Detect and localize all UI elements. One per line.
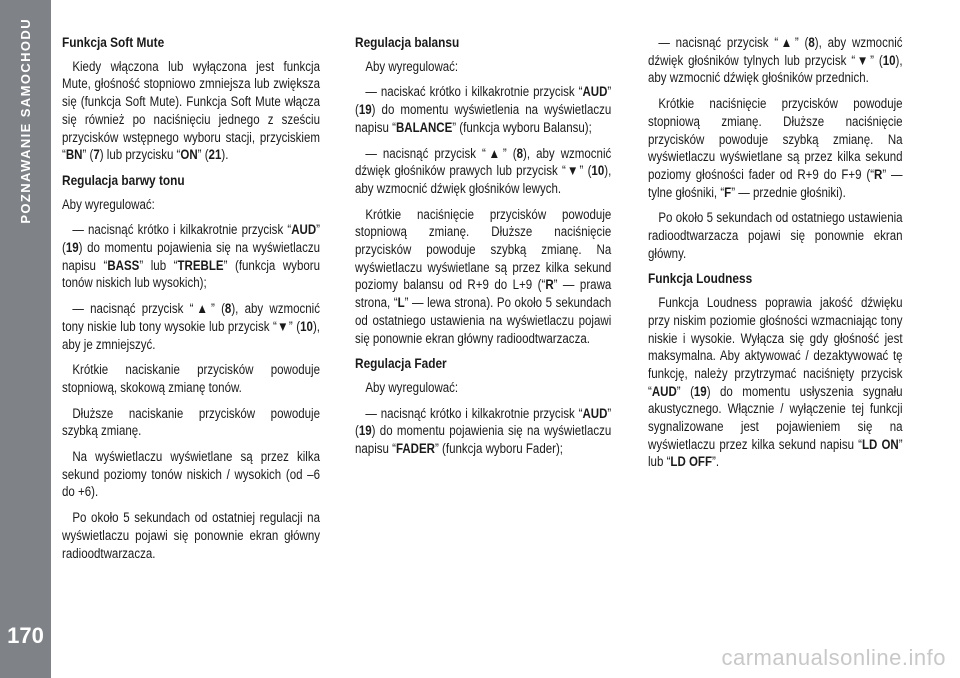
paragraph-loudness: Funkcja Loudness poprawia jakość dźwięku przy niskim poziomie głośności wzmacniając tony niskie i wysokie. Wyłącza się gdy głośność jest maksymalna. Aby aktywować / dezaktywować tę funkcję, należy przytrzymać naciśnięty przycisk “AUD” (19) do momentu usłyszenia sygnału akustycznego. Włącznie / wyłączenie tej funkcji sygnalizowane jest pojawieniem się na wyświetlaczu przez kilka sekund napisu “LD ON” lub “LD OFF”. [648, 295, 903, 470]
column-2 [355, 34, 611, 466]
paragraph-fader-step2: — nacisnąć przycisk “▲” (8), aby wzmocnić dźwięk głośników tylnych lub przycisk “▼” (10), aby wzmocnić dźwięk głośników przednich. [648, 35, 903, 86]
paragraph-balance-step1: — naciskać krótko i kilkakrotnie przycisk “AUD” (19) do momentu wyświetlenia na wyświetlaczu napisu “BALANCE” (funkcja wyboru Balansu); [355, 84, 612, 135]
paragraph-tone-step2: — nacisnąć przycisk “▲” (8), aby wzmocnić tony niskie lub tony wysokie lub przycisk “▼” (10), aby je zmniejszyć. [62, 301, 320, 352]
section-title: POZNAWANIE SAMOCHODU [18, 18, 33, 224]
column-1 [62, 34, 320, 570]
paragraph-tone-display: Na wyświetlaczu wyświetlane są przez kilka sekund poziomy tonów niskich / wysokich (od –6 do +6). [62, 449, 320, 500]
paragraph-tone-intro: Aby wyregulować: [62, 196, 155, 212]
paragraph-tone-step1: — nacisnąć krótko i kilkakrotnie przycisk “AUD” (19) do momentu pojawienia się na wyświetlaczu napisu “BASS” lub “TREBLE” (funkcja wyboru tonów niskich lub wysokich); [62, 222, 320, 291]
heading-soft-mute: Funkcja Soft Mute [62, 35, 165, 50]
paragraph-fader-intro: Aby wyregulować: [365, 379, 459, 395]
heading-balance: Regulacja balansu [355, 35, 460, 50]
paragraph-fader-step1: — nacisnąć krótko i kilkakrotnie przycisk “AUD” (19) do momentu pojawienia się na wyświetlaczu napisu “FADER” (funkcja wyboru Fader); [355, 405, 612, 457]
column-3 [648, 34, 903, 479]
page-number: 170 [7, 623, 44, 648]
paragraph-soft-mute: Kiedy włączona lub wyłączona jest funkcja Mute, głośność stopniowo zmniejsza lub zwiększa się (funkcja Soft Mute). Funkcja Soft Mute włącza się również po naciśnięciu jednego z sześciu przycisków wstępnego wyboru stacji, przyciskiem “BN” (7) lub przycisku “ON” (21). [62, 58, 320, 163]
paragraph-balance-display: Krótkie naciśnięcie przycisków powoduje stopniową zmianę. Dłuższe naciśnięcie przycisków powoduje szybką zmianę. Na wyświetlaczu wyświetlane są przez kilka sekund poziomy balansu od R+9 do L+9 (“R” — prawa strona, “L” — lewa strona). Po około 5 sekundach od ostatniego ustawienia na wyświetlaczu pojawi się ponownie ekran główny radioodtwarzacza. [355, 206, 612, 346]
paragraph-tone-short-press: Krótkie naciskanie przycisków powoduje stopniową, skokową zmianę tonów. [62, 362, 320, 395]
paragraph-fader-display: Krótkie naciśnięcie przycisków powoduje stopniową zmianę. Dłuższe naciśnięcie przycisków powoduje szybką zmianę. Na wyświetlaczu wyświetlane są przez kilka sekund poziomy głośności fader od R+9 do F+9 (“R” — tylne głośniki, “F” — przednie głośniki). [648, 96, 903, 200]
heading-fader: Regulacja Fader [355, 356, 447, 372]
paragraph-tone-timeout: Po około 5 sekundach od ostatniej regulacji na wyświetlaczu pojawi się ponownie ekran główny radioodtwarzacza. [62, 510, 320, 561]
paragraph-balance-step2: — nacisnąć przycisk “▲” (8), aby wzmocnić dźwięk głośników prawych lub przycisk “▼” (10), aby wzmocnić dźwięk głośników lewych. [355, 145, 612, 196]
paragraph-balance-intro: Aby wyregulować: [365, 58, 459, 74]
paragraph-tone-long-press: Dłuższe naciskanie przycisków powoduje szybką zmianę. [62, 405, 320, 439]
heading-loudness: Funkcja Loudness [648, 271, 753, 287]
heading-tone: Regulacja barwy tonu [62, 172, 185, 188]
watermark-text: carmanualsonline.info [721, 645, 946, 670]
paragraph-fader-timeout: Po około 5 sekundach od ostatniego ustawienia radioodtwarzacza pojawi się ponownie ekran główny. [648, 210, 903, 261]
